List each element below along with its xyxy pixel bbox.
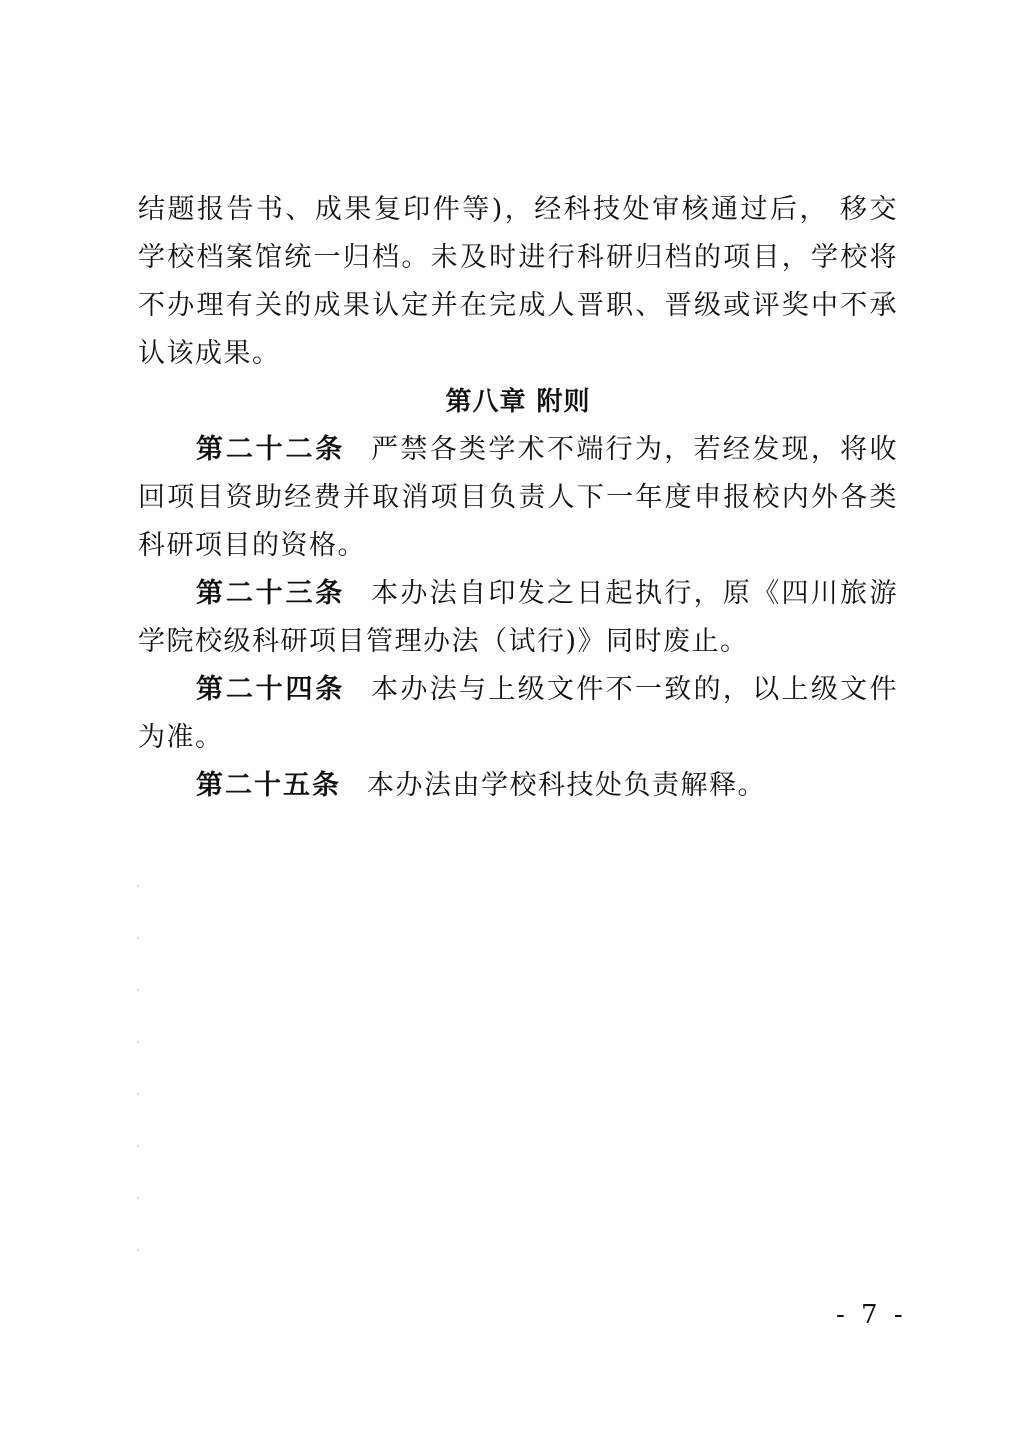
- scan-speck: [137, 1145, 139, 1147]
- scan-speck: [137, 1041, 139, 1043]
- article-22: [138, 426, 898, 570]
- scan-speck: [137, 989, 139, 991]
- scan-speck: [137, 937, 139, 939]
- article-22-label: 第二十二条: [196, 434, 346, 465]
- article-23-label: 第二十三条: [196, 578, 346, 609]
- continuation-paragraph: 结题报告书、成果复印件等)，经科技处审核通过后， 移交学校档案馆统一归档。未及时进行科研归档的项目，学校将不办理有关的成果认定并在完成人晋职、晋级或评奖中不承认该成果。: [138, 194, 898, 369]
- scan-speck: [137, 885, 139, 887]
- scan-speck: [137, 1197, 139, 1199]
- document-body: [138, 186, 898, 810]
- article-23: [138, 570, 898, 666]
- chapter-title: 第八章 附则: [445, 387, 591, 417]
- article-23-text: 本办法自印发之日起执行，原《四川旅游学院校级科研项目管理办法（试行)》同时废止。: [138, 578, 899, 657]
- article-25-text: 本办法由学校科技处负责解释。: [367, 770, 766, 801]
- scan-speck: [137, 1093, 139, 1095]
- article-24-label: 第二十四条: [196, 674, 346, 705]
- scan-speck: [137, 1249, 139, 1251]
- article-24: [138, 666, 898, 762]
- article-25: [138, 762, 898, 810]
- article-22-text: 严禁各类学术不端行为，若经发现，将收回项目资助经费并取消项目负责人下一年度申报校内外各类科研项目的资格。: [138, 434, 899, 561]
- article-24-text: 本办法与上级文件不一致的，以上级文件为准。: [138, 674, 899, 753]
- article-25-label: 第二十五条: [196, 770, 341, 801]
- page-number: - 7 -: [836, 1300, 907, 1330]
